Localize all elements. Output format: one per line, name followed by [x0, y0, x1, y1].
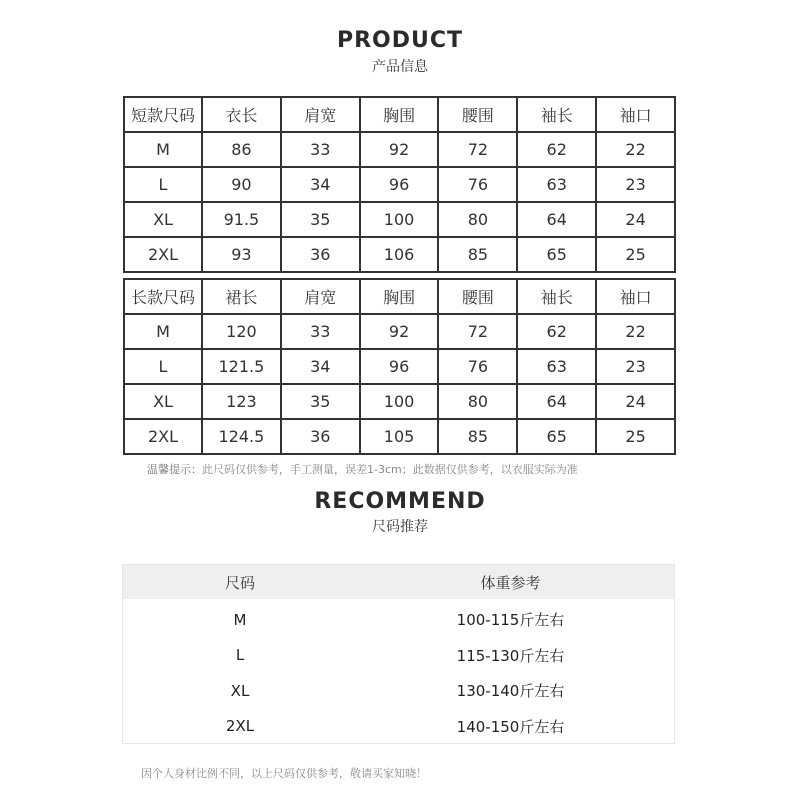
- table-cell: 96: [360, 167, 439, 202]
- table-cell: 85: [438, 237, 517, 272]
- header-cell: 袖口: [596, 279, 675, 314]
- table-cell: M: [124, 132, 202, 167]
- header-cell: 腰围: [438, 97, 517, 132]
- table-cell: 90: [202, 167, 281, 202]
- table-cell: 23: [596, 349, 675, 384]
- table-cell: 130-140斤左右: [456, 682, 565, 701]
- table-cell: 62: [517, 314, 596, 349]
- table-cell: 80: [438, 202, 517, 237]
- table-cell: 2XL: [225, 717, 255, 736]
- table-row: [123, 709, 674, 745]
- header-cell: 胸围: [360, 279, 439, 314]
- table-cell: 86: [202, 132, 281, 167]
- measurement-tip: [147, 461, 578, 477]
- table-cell: 105: [360, 419, 439, 454]
- table-cell: 35: [281, 384, 360, 419]
- table-row: [124, 167, 675, 202]
- table-cell: 80: [438, 384, 517, 419]
- table-cell: 93: [202, 237, 281, 272]
- table-cell: 63: [517, 167, 596, 202]
- header-cell: 腰围: [438, 279, 517, 314]
- table-cell: 35: [281, 202, 360, 237]
- table-cell: 33: [281, 314, 360, 349]
- table-header-row: [124, 279, 675, 314]
- header-cell: 肩宽: [281, 97, 360, 132]
- table-cell: 62: [517, 132, 596, 167]
- table-cell: 100-115斤左右: [456, 611, 565, 630]
- table-cell: 76: [438, 167, 517, 202]
- tip-label: 温馨提示：: [147, 463, 202, 476]
- table-cell: M: [233, 610, 247, 629]
- table-row: [124, 349, 675, 384]
- table-row: [124, 314, 675, 349]
- header-cell: 尺码: [224, 573, 255, 592]
- table-cell: XL: [230, 681, 250, 700]
- table-cell: 140-150斤左右: [456, 717, 565, 736]
- table-cell: 64: [517, 202, 596, 237]
- table-cell: 22: [596, 132, 675, 167]
- table-cell: 85: [438, 419, 517, 454]
- table-cell: 91.5: [202, 202, 281, 237]
- table-header-row: [124, 97, 675, 132]
- table-cell: 120: [202, 314, 281, 349]
- table-cell: 63: [517, 349, 596, 384]
- header-cell: 肩宽: [281, 279, 360, 314]
- table-cell: 65: [517, 237, 596, 272]
- long-size-table: [123, 278, 676, 455]
- header-cell: 裙长: [202, 279, 281, 314]
- table-cell: 34: [281, 349, 360, 384]
- table-cell: 25: [596, 419, 675, 454]
- header-cell: 体重参考: [480, 573, 541, 592]
- recommend-header-row: [123, 565, 674, 599]
- table-cell: 76: [438, 349, 517, 384]
- table-cell: 65: [517, 419, 596, 454]
- header-cell: 袖长: [517, 97, 596, 132]
- short-size-table: [123, 96, 676, 273]
- recommend-table: [122, 564, 675, 744]
- table-row: [124, 237, 675, 272]
- table-cell: 72: [438, 132, 517, 167]
- table-cell: 100: [360, 384, 439, 419]
- table-row: [124, 384, 675, 419]
- table-cell: 24: [596, 202, 675, 237]
- table-row: [124, 132, 675, 167]
- header-cell: 胸围: [360, 97, 439, 132]
- table-cell: 123: [202, 384, 281, 419]
- table-cell: 124.5: [202, 419, 281, 454]
- table-cell: 33: [281, 132, 360, 167]
- table-cell: 22: [596, 314, 675, 349]
- table-cell: 23: [596, 167, 675, 202]
- table-cell: 100: [360, 202, 439, 237]
- table-cell: 96: [360, 349, 439, 384]
- recommend-title: RECOMMEND: [314, 489, 486, 514]
- header-cell: 袖口: [596, 97, 675, 132]
- table-cell: 2XL: [124, 419, 202, 454]
- header-cell: 衣长: [202, 97, 281, 132]
- table-cell: 72: [438, 314, 517, 349]
- table-cell: M: [124, 314, 202, 349]
- header-cell: 长款尺码: [124, 279, 202, 314]
- table-row: [124, 419, 675, 454]
- table-cell: 34: [281, 167, 360, 202]
- table-cell: 121.5: [202, 349, 281, 384]
- table-cell: 64: [517, 384, 596, 419]
- table-cell: 36: [281, 237, 360, 272]
- header-cell: 短款尺码: [124, 97, 202, 132]
- table-cell: XL: [124, 202, 202, 237]
- table-row: [123, 638, 674, 674]
- product-subtitle: 产品信息: [372, 59, 428, 75]
- footer-note: 因个人身材比例不同，以上尺码仅供参考，敬请买家知晓！: [141, 767, 427, 780]
- table-row: [123, 602, 674, 638]
- table-cell: 2XL: [124, 237, 202, 272]
- table-cell: L: [124, 167, 202, 202]
- table-cell: L: [124, 349, 202, 384]
- table-cell: L: [235, 646, 245, 665]
- table-cell: 115-130斤左右: [456, 646, 565, 665]
- table-cell: 92: [360, 132, 439, 167]
- tip-text: 此尺码仅供参考，手工测量，误差1-3cm；此数据仅供参考，以衣服实际为准: [202, 463, 578, 476]
- header-cell: 袖长: [517, 279, 596, 314]
- product-title: PRODUCT: [336, 28, 464, 53]
- table-row: [123, 673, 674, 709]
- table-cell: 92: [360, 314, 439, 349]
- recommend-subtitle: 尺码推荐: [372, 519, 428, 535]
- table-cell: 24: [596, 384, 675, 419]
- table-cell: 106: [360, 237, 439, 272]
- table-cell: 25: [596, 237, 675, 272]
- table-cell: 36: [281, 419, 360, 454]
- table-row: [124, 202, 675, 237]
- table-cell: XL: [124, 384, 202, 419]
